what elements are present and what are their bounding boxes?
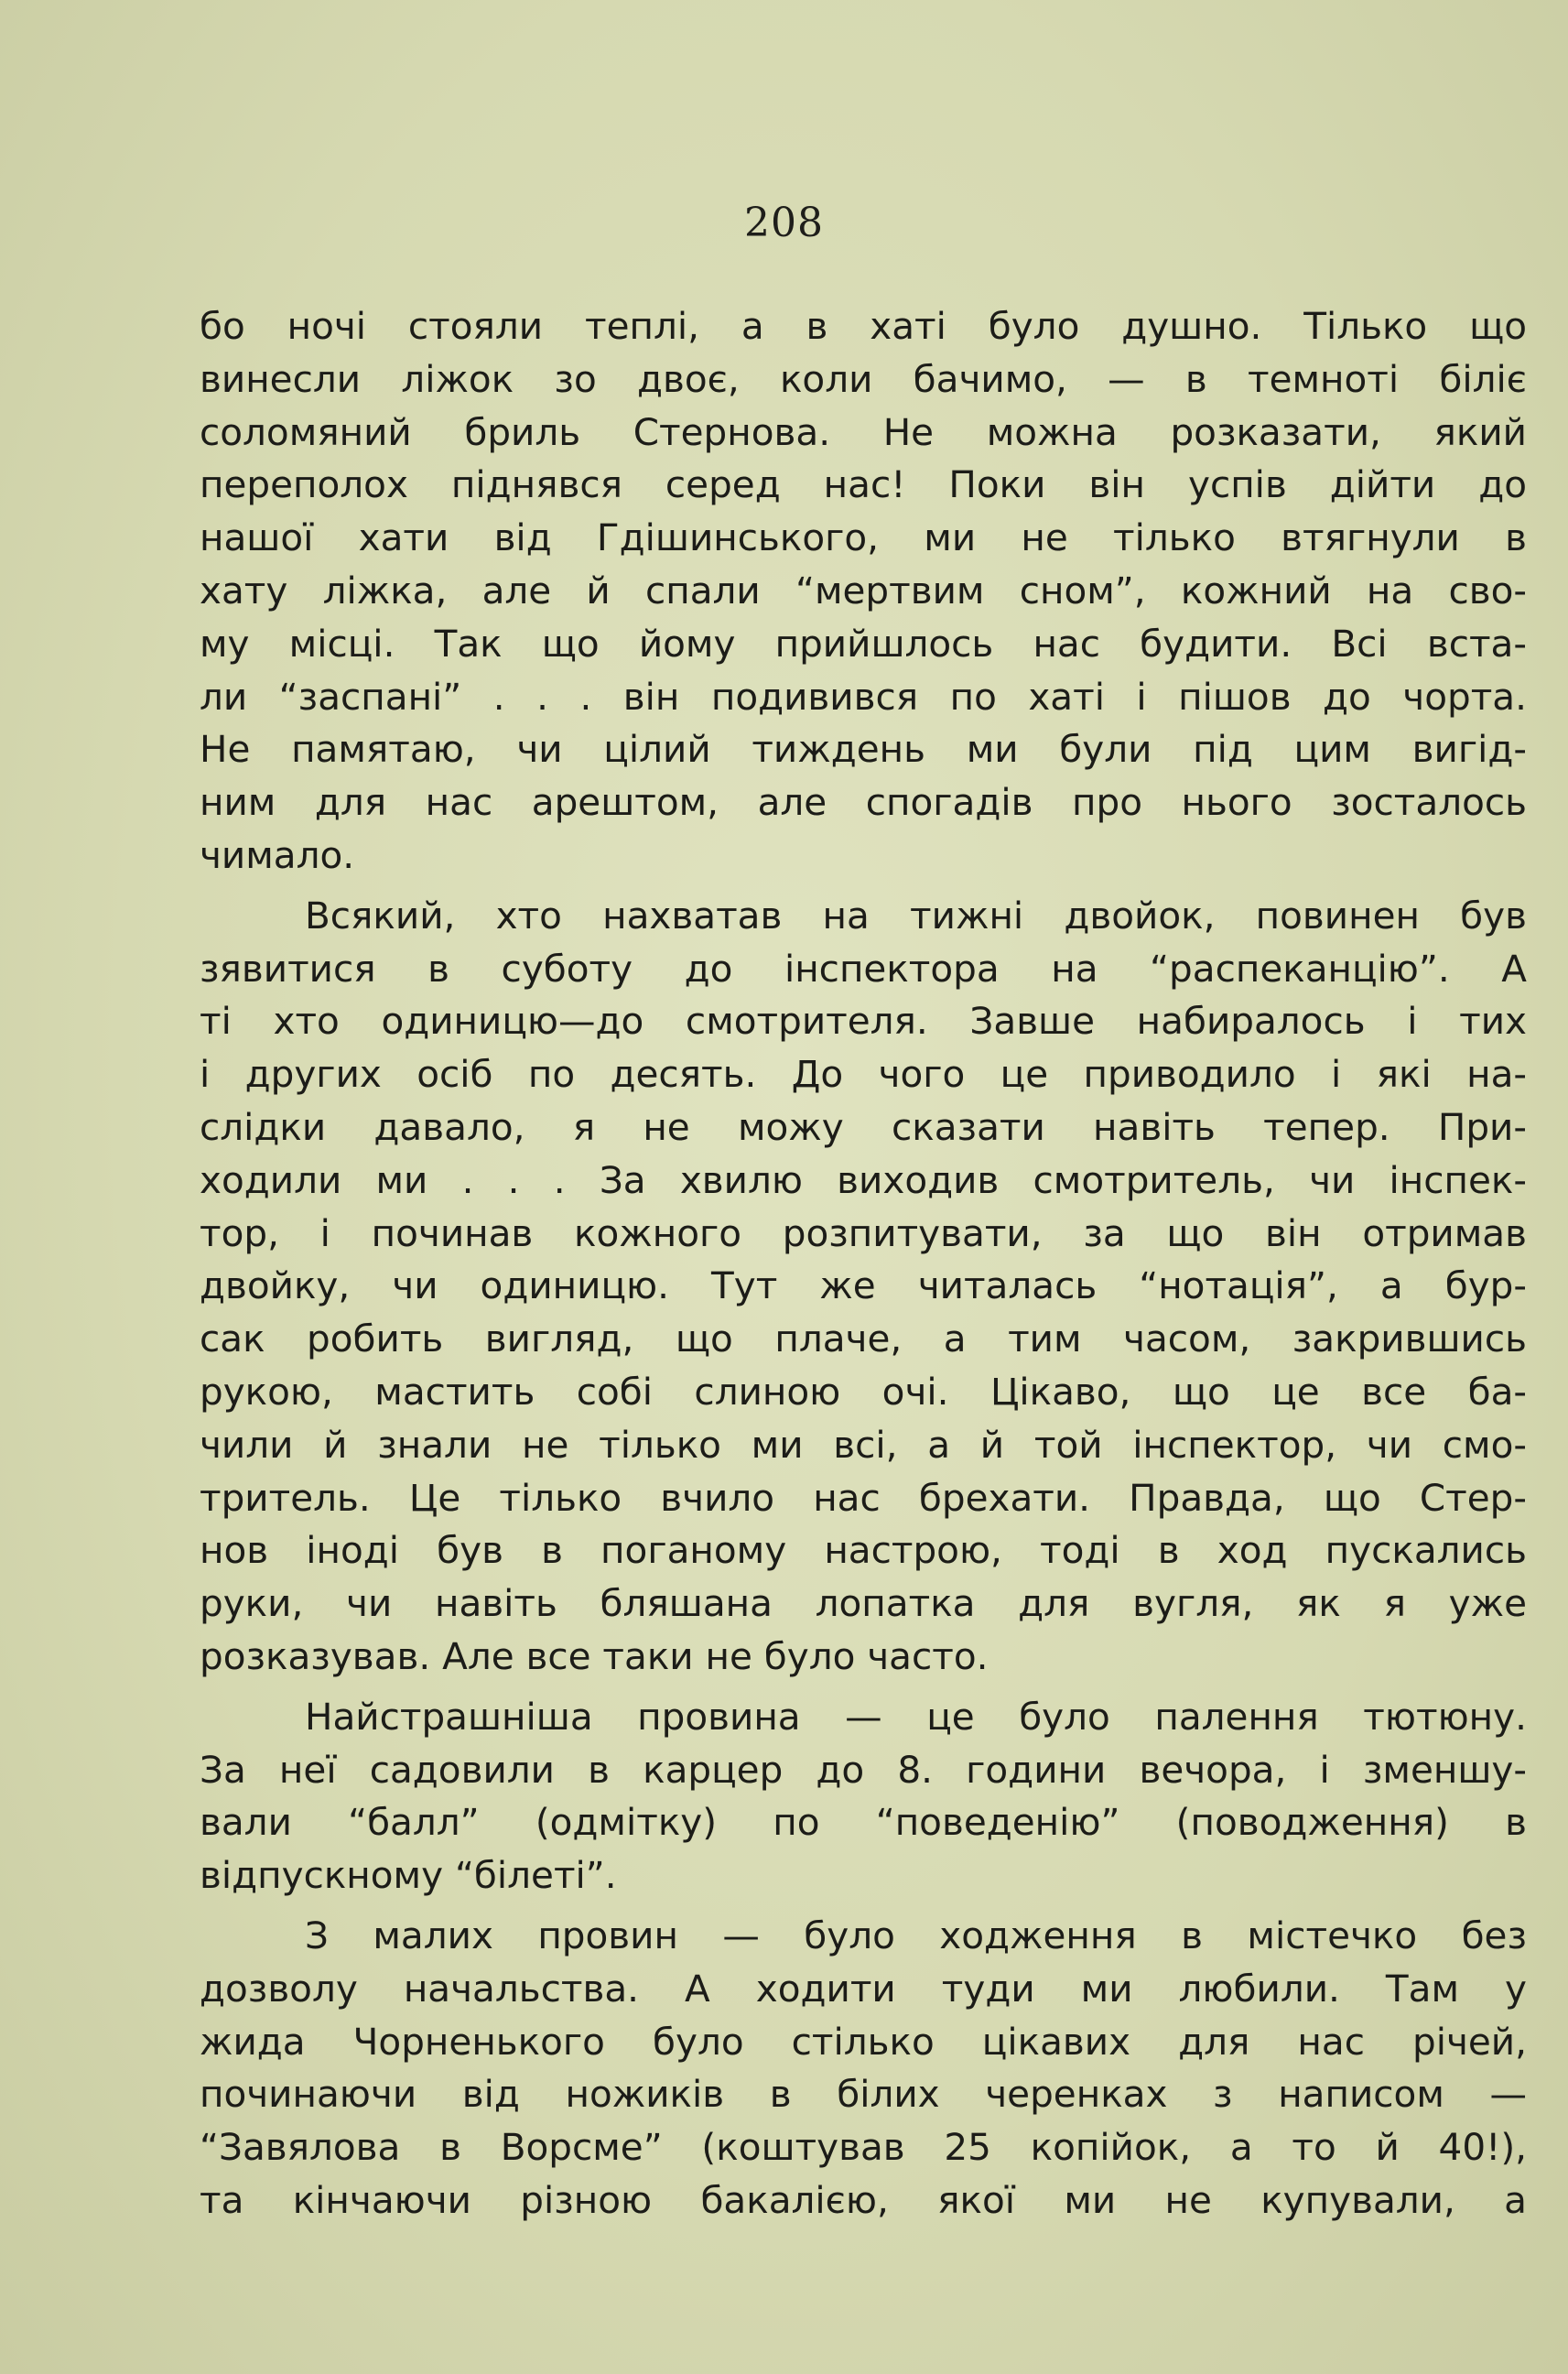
text-line: і других осіб по десять. До чого це приводило і які на-	[200, 1052, 1527, 1097]
paragraph	[200, 1691, 1527, 1902]
text-line: тритель. Це тілько вчило нас брехати. Правда, що Стер-	[200, 1475, 1527, 1520]
text-line: ним для нас арештом, але спогадів про нього зосталось	[200, 780, 1527, 825]
text-line: двойку, чи одиницю. Тут же читалась “нотація”, а бур-	[200, 1263, 1527, 1308]
text-line: бо ночі стояли теплі, а в хаті було душно. Тілько що	[200, 304, 1527, 348]
text-line: руки, чи навіть бляшана лопатка для вугля, як я уже	[200, 1581, 1527, 1626]
text-line: тор, і починав кожного розпитувати, за що він отримав	[200, 1210, 1527, 1255]
text-line: вали “балл” (одмітку) по “поведенію” (поводження) в	[200, 1800, 1527, 1845]
text-line: За неї садовили в карцер до 8. години вечора, і зменшу-	[200, 1747, 1527, 1792]
paragraph-gap	[200, 883, 1527, 890]
text-line: ли “заспані” . . . він подивився по хаті і пішов до чорта.	[200, 674, 1527, 719]
page-number: 208	[744, 200, 824, 246]
text-line: З малих провин — було ходження в містечко без	[305, 1913, 1527, 1957]
text-line: та кінчаючи різною бакалією, якої ми не купували, а	[200, 2177, 1527, 2222]
text-line: дозволу начальства. А ходити туди ми любили. Там у	[200, 1966, 1527, 2011]
text-line: зявитися в суботу до інспектора на “распеканцію”. А	[200, 946, 1527, 991]
paragraph	[200, 890, 1527, 1684]
text-line: му місці. Так що йому прийшлось нас будити. Всі вста-	[200, 621, 1527, 666]
text-line: рукою, мастить собі слиною очі. Цікаво, що це все ба-	[200, 1369, 1527, 1414]
body-text	[200, 300, 1527, 2228]
text-line: слідки давало, я не можу сказати навіть тепер. При-	[200, 1104, 1527, 1149]
text-line: починаючи від ножиків в білих черенках з написом —	[200, 2072, 1527, 2117]
text-line: відпускному “білеті”.	[200, 1853, 617, 1898]
paragraph	[200, 1910, 1527, 2228]
text-line: винесли ліжок зо двоє, коли бачимо, — в темноті біліє	[200, 356, 1527, 401]
paragraph-gap	[200, 1684, 1527, 1691]
text-line: хату ліжка, але й спали “мертвим сном”, кожний на сво-	[200, 568, 1527, 612]
text-line: розказував. Але все таки не було часто.	[200, 1633, 989, 1678]
text-line: переполох піднявся серед нас! Поки він успів дійти до	[200, 462, 1527, 507]
text-line: ходили ми . . . За хвилю виходив смотритель, чи інспек-	[200, 1157, 1527, 1202]
text-line: чимало.	[200, 832, 355, 877]
paragraph-gap	[200, 1902, 1527, 1910]
text-line: нашої хати від Гдішинського, ми не тілько втягнули в	[200, 515, 1527, 560]
text-line: нов іноді був в поганому настрою, тоді в ход пускались	[200, 1528, 1527, 1573]
text-line: Не памятаю, чи цілий тиждень ми були під цим вигід-	[200, 727, 1527, 772]
text-line: Всякий, хто нахватав на тижні двойок, повинен був	[305, 893, 1527, 938]
text-line: жида Чорненького було стілько цікавих для нас річей,	[200, 2019, 1527, 2064]
text-line: ті хто одиницю—до смотрителя. Завше набиралось і тих	[200, 999, 1527, 1044]
text-line: сак робить вигляд, що плаче, а тим часом, закрившись	[200, 1317, 1527, 1361]
text-line: Найстрашніша провина — це було палення тютюну.	[305, 1694, 1527, 1739]
text-line: соломяний бриль Стернова. Не можна розказати, який	[200, 409, 1527, 454]
text-line: чили й знали не тілько ми всі, а й той інспектор, чи смо-	[200, 1422, 1527, 1467]
paragraph	[200, 300, 1527, 883]
text-line: “Завялова в Ворсме” (коштував 25 копійок, а то й 40!),	[200, 2125, 1527, 2170]
